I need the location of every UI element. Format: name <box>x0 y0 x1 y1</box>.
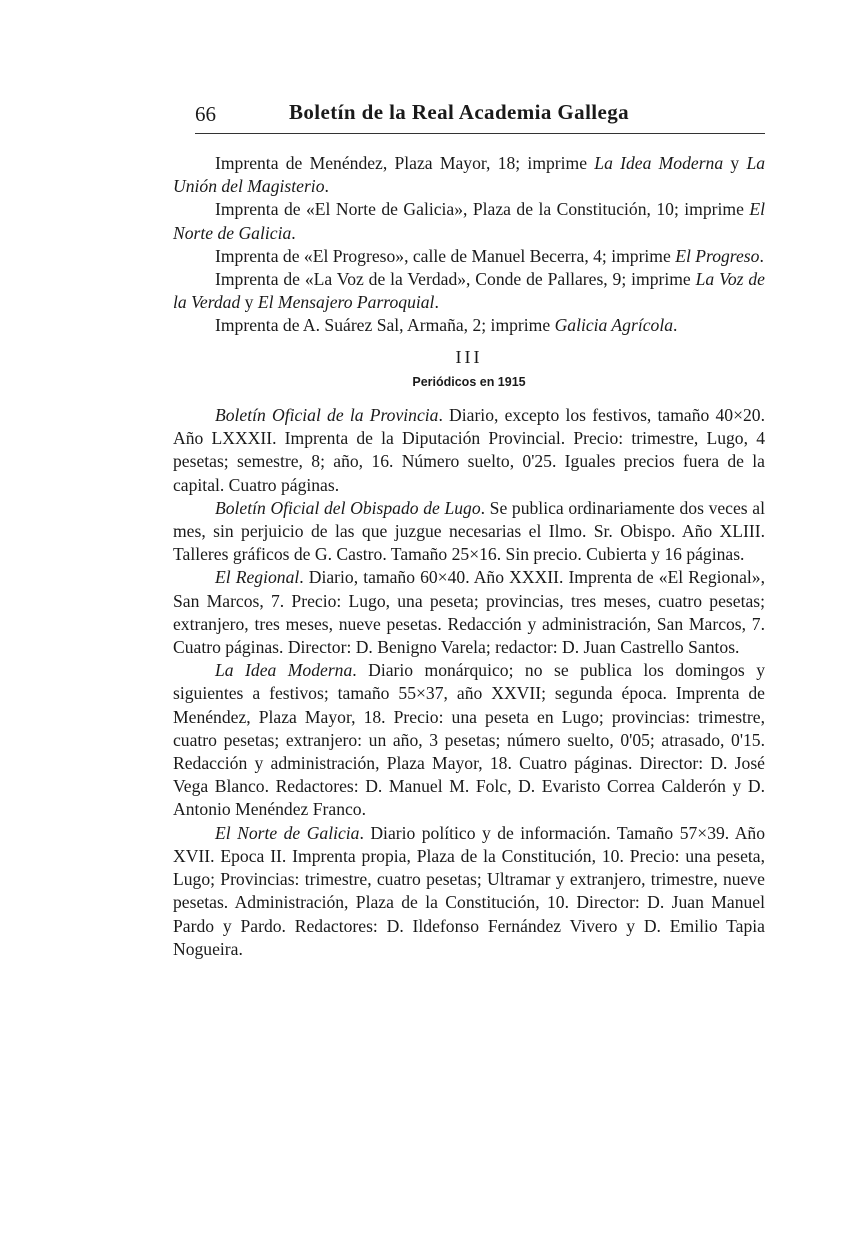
periodical-title: El Norte de Galicia <box>215 822 360 843</box>
periodical-title: El Regional <box>215 567 300 588</box>
periodical-title: Boletín Oficial del Obispado de Lugo <box>215 497 481 518</box>
printer-entry: Imprenta de Menéndez, Plaza Mayor, 18; imprime La Idea Moderna y La Unión del Magisterio. <box>173 153 766 197</box>
periodical-entry: Boletín Oficial del Obispado de Lugo. Se publica ordinariamente dos veces al mes, sin perjuicio de las que juzgue necesarias el Ilmo. Sr. Obispo. Año XLIII. Talleres gráficos de G. Castro. Tamaño 25×16. Sin precio. Cubierta y 16 páginas. <box>173 497 765 565</box>
section-heading: Periódicos en 1915 <box>412 374 526 389</box>
header-rule <box>195 133 765 134</box>
periodical-title: Boletín Oficial de la Provincia <box>215 405 439 426</box>
printer-entry: Imprenta de «La Voz de la Verdad», Conde de Pallares, 9; imprime La Voz de la Verdad y El Mensajero Parroquial. <box>173 269 765 313</box>
page-header <box>195 100 765 130</box>
periodical-entry: El Norte de Galicia. Diario político y de información. Tamaño 57×39. Año XVII. Epoca II. Imprenta propia, Plaza de la Constitución, 10. Precio: una peseta, Lugo; Provincias: trimestre, cuatro pesetas; Ultramar y extranjero, trimestre, nueve pesetas. Administración, Plaza de la Constitución, 10. Director: D. Juan Manuel Pardo y Pardo. Redactores: D. Ildefonso Fernández Vivero y D. Emilio Tapia Nogueira. <box>173 822 765 959</box>
printer-entry: Imprenta de A. Suárez Sal, Armaña, 2; imprime Galicia Agrícola. <box>215 315 678 336</box>
body-text <box>173 152 765 961</box>
periodical-entry: El Regional. Diario, tamaño 60×40. Año XXXII. Imprenta de «El Regional», San Marcos, 7. Precio: Lugo, una peseta; provincias, tres meses, cuatro pesetas; extranjero, tres meses, nueve pesetas. Redacción y administración, San Marcos, 7. Cuatro páginas. Director: D. Benigno Varela; redactor: D. Juan Castrello Santos. <box>173 567 765 658</box>
printer-entry: Imprenta de «El Progreso», calle de Manuel Becerra, 4; imprime El Progreso. <box>215 245 764 266</box>
printer-entry: Imprenta de «El Norte de Galicia», Plaza de la Constitución, 10; imprime El Norte de Galicia. <box>173 199 765 243</box>
page-number: 66 <box>195 102 216 126</box>
running-title: Boletín de la Real Academia Gallega <box>289 100 630 124</box>
periodical-entry: La Idea Moderna. Diario monárquico; no se publica los domingos y siguientes a festivos; tamaño 55×37, año XXVII; segunda época. Imprenta de Menéndez, Plaza Mayor, 18. Precio: una peseta en Lugo; provincias: trimestre, cuatro pesetas; extranjero: un año, 3 pesetas; número suelto, 0'05; atrasado, 0'15. Redacción y administración, Plaza Mayor, 18. Cuatro páginas. Director: D. José Vega Blanco. Redactores: D. Manuel M. Folc, D. Evaristo Correa Calderón y D. Antonio Menéndez Franco. <box>173 660 765 820</box>
periodical-entry: Boletín Oficial de la Provincia. Diario, excepto los festivos, tamaño 40×20. Año LXXXII. Imprenta de la Diputación Provincial. Precio: trimestre, Lugo, 4 pesetas; semestre, 8; año, 16. Número suelto, 0'25. Iguales precios fuera de la capital. Cuatro páginas. <box>173 405 765 495</box>
section-number: III <box>455 346 483 367</box>
periodical-title: La Idea Moderna <box>215 660 353 681</box>
